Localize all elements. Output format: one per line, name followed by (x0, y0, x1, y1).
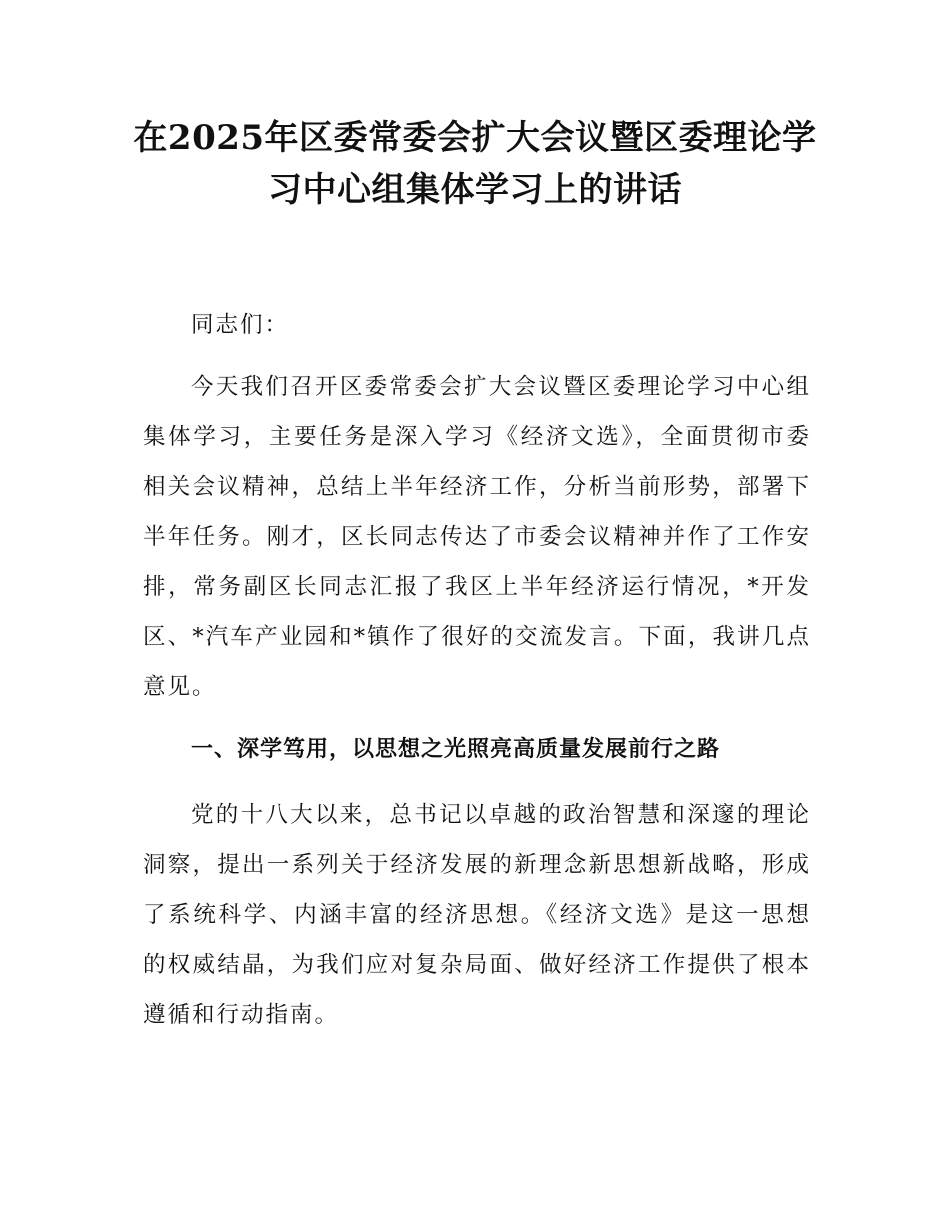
paragraph-opening: 今天我们召开区委常委会扩大会议暨区委理论学习中心组集体学习，主要任务是深入学习《经济文选》，全面贯彻市委相关会议精神，总结上半年经济工作，分析当前形势，部署下半年任务。刚才，区长同志传达了市委会议精神并作了工作安排，常务副区长同志汇报了我区上半年经济运行情况，*开发区、*汽车产业园和*镇作了很好的交流发言。下面，我讲几点意见。 (143, 374, 811, 700)
section-heading-1: 一、深学笃用，以思想之光照亮高质量发展前行之路 (191, 737, 721, 762)
document-title: 在2025年区委常委会扩大会议暨区委理论学习中心组集体学习上的讲话 (133, 118, 817, 210)
salutation: 同志们： (191, 312, 290, 338)
paragraph-section-1: 党的十八大以来，总书记以卓越的政治智慧和深邃的理论洞察，提出一系列关于经济发展的新理念新思想新战略，形成了系统科学、内涵丰富的经济思想。《经济文选》是这一思想的权威结晶，为我们应对复杂局面、做好经济工作提供了根本遵循和行动指南。 (143, 802, 811, 1028)
